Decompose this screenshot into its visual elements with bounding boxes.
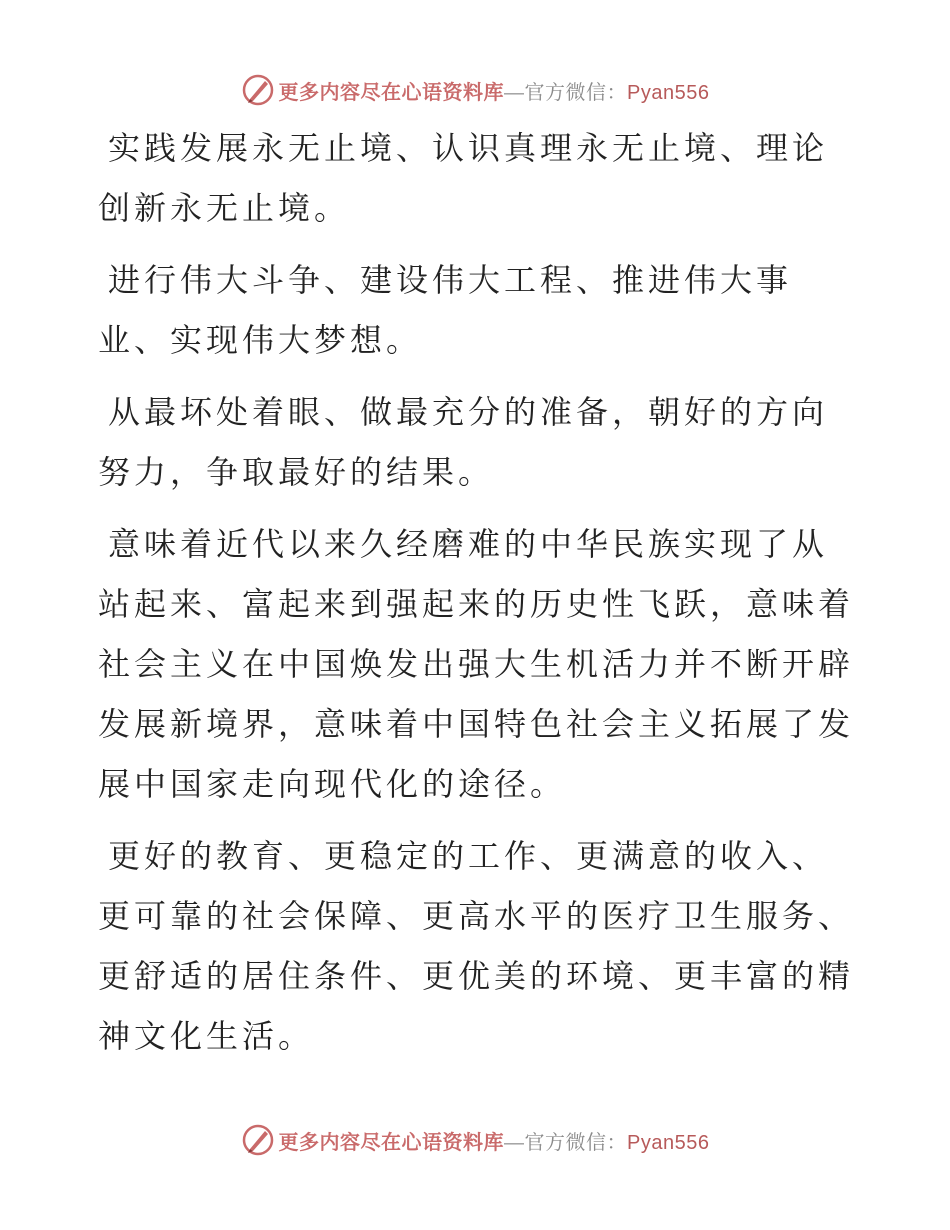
paragraph-1: 实践发展永无止境、认识真理永无止境、理论创新永无止境。	[98, 129, 829, 227]
quill-logo-icon	[241, 73, 275, 107]
paragraph-4: 意味着近代以来久经磨难的中华民族实现了从站起来、富起来到强起来的历史性飞跃，意味着社会主义在中国焕发出强大生机活力并不断开辟发展新境界，意味着中国特色社会主义拓展了发展中国家走向现代化的途径。	[98, 525, 855, 803]
watermark-sub: 官方微信：	[524, 1131, 628, 1154]
header-watermark	[0, 70, 950, 110]
watermark-main: 更多内容尽在心语资料库	[278, 81, 505, 104]
watermark-main: 更多内容尽在心语资料库	[278, 1131, 505, 1154]
quill-logo-icon	[241, 1123, 275, 1157]
paragraph-5: 更好的教育、更稳定的工作、更满意的收入、更可靠的社会保障、更高水平的医疗卫生服务、更舒适的居住条件、更优美的环境、更丰富的精神文化生活。	[98, 837, 855, 1055]
paragraph-2: 进行伟大斗争、建设伟大工程、推进伟大事业、实现伟大梦想。	[98, 261, 793, 359]
watermark-text	[279, 76, 710, 105]
watermark-text	[279, 1126, 710, 1155]
paragraph-3: 从最坏处着眼、做最充分的准备，朝好的方向努力，争取最好的结果。	[98, 393, 829, 491]
watermark-id: Pyan556	[627, 1131, 710, 1154]
watermark-separator: —	[504, 1131, 525, 1154]
footer-watermark	[0, 1120, 950, 1160]
watermark-sub: 官方微信：	[524, 81, 628, 104]
document-body	[98, 118, 858, 1078]
watermark-id: Pyan556	[627, 81, 710, 104]
watermark-separator: —	[504, 81, 525, 104]
